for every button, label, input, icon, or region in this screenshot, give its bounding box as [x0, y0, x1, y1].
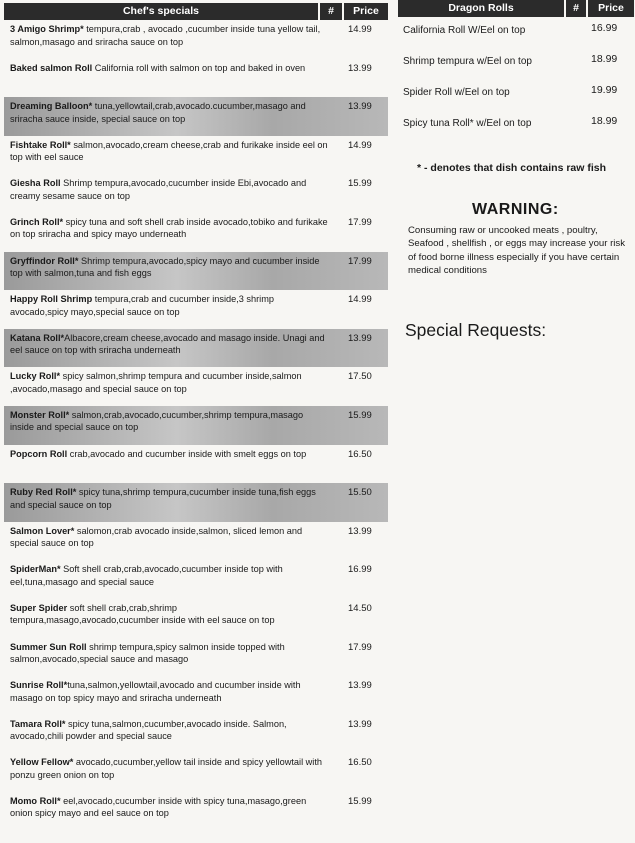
menu-item-price: 16.50: [348, 448, 372, 460]
menu-item-row: [4, 560, 388, 599]
dragon-roll-row: [398, 48, 634, 79]
menu-item-row: [4, 174, 388, 213]
dragon-roll-price: 18.99: [591, 115, 618, 127]
menu-item-name: Ruby Red Roll*: [10, 487, 77, 498]
menu-item-description: [10, 62, 328, 75]
menu-item-row: [4, 367, 388, 406]
dragon-rolls-header: [398, 0, 634, 17]
menu-item-description: [10, 486, 328, 511]
menu-item-description: [10, 679, 328, 704]
chefs-specials-header: [4, 3, 388, 20]
menu-item-name: Baked salmon Roll: [10, 62, 93, 73]
menu-item-ingredients: Soft shell crab,crab,avocado,cucumber inside top with eel,tuna,masago and special sauce: [10, 564, 283, 587]
menu-item-ingredients: shrimp tempura,spicy salmon inside topped with salmon,avocado,special sauce and masago: [10, 641, 285, 664]
menu-item-row: [4, 59, 388, 98]
menu-item-description: [10, 139, 328, 164]
dragon-rolls-list: [398, 17, 634, 141]
raw-fish-note: * - denotes that dish contains raw fish: [417, 162, 607, 174]
menu-item-price: 14.99: [348, 294, 372, 306]
menu-item-ingredients: tuna,salmon,yellowtail,avocado and cucumber inside with masago on top spicy mayo and sriracha underneath: [10, 680, 301, 703]
dragon-roll-price: 19.99: [591, 84, 618, 96]
menu-item-price: 13.99: [348, 101, 372, 113]
header-number: #: [564, 0, 588, 17]
menu-item-row: [4, 290, 388, 329]
menu-item-ingredients: tempura,crab , avocado ,cucumber inside tuna yellow tail, salmon,masago and sriracha sauce on top: [10, 24, 321, 47]
menu-item-name: Katana Roll*: [10, 332, 65, 343]
menu-item-price: 17.99: [348, 216, 372, 228]
menu-item-name: Super Spider: [10, 602, 68, 613]
warning-text: Consuming raw or uncooked meats , poultry, Seafood , shellfish , or eggs may increase your risk of food borne illness especially if you have certain medical conditions: [408, 225, 626, 276]
dragon-roll-row: [398, 110, 634, 141]
menu-item-name: Sunrise Roll*: [10, 680, 68, 691]
menu-item-name: Summer Sun Roll: [10, 641, 87, 652]
menu-item-description: [10, 602, 328, 627]
menu-item-description: [10, 370, 328, 395]
dragon-roll-row: [398, 17, 634, 48]
warning-title: WARNING:: [472, 201, 559, 218]
menu-item-ingredients: crab,avocado and cucumber inside with smelt eggs on top: [67, 448, 307, 459]
menu-item-description: [10, 795, 328, 820]
menu-item-ingredients: eel,avocado,cucumber inside with spicy tuna,masago,green onion spicy mayo and eel sauce on top: [10, 795, 307, 819]
menu-item-price: 17.99: [348, 641, 372, 653]
menu-item-ingredients: Shrimp tempura,avocado,spicy mayo and cucumber inside top with salmon,tuna and fish eggs: [10, 255, 320, 279]
menu-item-description: [10, 216, 328, 241]
chefs-specials-list: [4, 20, 388, 830]
menu-item-description: [10, 409, 328, 434]
menu-item-description: [10, 525, 328, 550]
dragon-roll-name: Spicy tuna Roll* w/Eel on top: [403, 118, 532, 129]
menu-item-name: Popcorn Roll: [10, 448, 68, 459]
dragon-roll-name: Shrimp tempura w/Eel on top: [403, 56, 532, 67]
menu-item-price: 13.99: [348, 680, 372, 692]
menu-item-ingredients: salmon,crab,avocado,cucumber,shrimp tempura,masago inside and special sauce on top: [10, 409, 304, 433]
chefs-specials-table: [4, 3, 388, 830]
menu-item-description: [10, 332, 328, 357]
menu-item-name: 3 Amigo Shrimp*: [10, 24, 84, 34]
menu-item-ingredients: California roll with salmon on top and baked in oven: [92, 62, 306, 73]
menu-item-row: [4, 136, 388, 175]
special-requests-heading: Special Requests:: [405, 320, 547, 340]
menu-item-ingredients: Shrimp tempura,avocado,cucumber inside Ebi,avocado and creamy sesame sauce on top: [10, 178, 307, 201]
menu-item-row: [4, 20, 388, 59]
menu-item-price: 13.99: [348, 718, 372, 730]
menu-item-name: Giesha Roll: [10, 178, 61, 189]
menu-item-name: Dreaming Balloon*: [10, 101, 93, 112]
menu-item-description: [10, 756, 328, 781]
menu-item-description: [10, 563, 328, 588]
menu-item-description: [10, 255, 328, 280]
menu-item-row: [4, 599, 388, 638]
menu-item-ingredients: salmon,avocado,cream cheese,crab and furikake inside eel on top with eel sauce: [10, 139, 328, 163]
menu-item-ingredients: tempura,crab and cucumber inside,3 shrimp avocado,spicy mayo,special sauce on top: [10, 294, 274, 317]
menu-item-description: [10, 641, 328, 666]
dragon-roll-row: [398, 79, 634, 110]
menu-item-description: [10, 448, 328, 461]
menu-item-row: [4, 213, 388, 252]
menu-item-price: 14.99: [348, 139, 372, 151]
menu-item-price: 15.99: [348, 795, 372, 807]
menu-item-ingredients: spicy tuna,salmon,cucumber,avocado inside. Salmon, avocado,chili powder and special sauce: [10, 718, 287, 742]
menu-item-row: [4, 715, 388, 754]
menu-item-ingredients: spicy salmon,shrimp tempura and cucumber inside,salmon ,avocado,masago and special sauce on top: [10, 371, 302, 394]
header-price: Price: [598, 2, 624, 14]
menu-item-row: [4, 522, 388, 561]
dragon-roll-price: 16.99: [591, 22, 618, 34]
menu-item-row: [4, 97, 388, 136]
menu-item-row: [4, 676, 388, 715]
menu-item-ingredients: avocado,cucumber,yellow tail inside and spicy yellowtail with ponzu green onion on top: [10, 757, 323, 780]
menu-item-name: SpiderMan*: [10, 564, 61, 575]
menu-item-price: 13.99: [348, 332, 372, 344]
menu-item-name: Tamara Roll*: [10, 718, 66, 729]
menu-item-name: Fishtake Roll*: [10, 139, 71, 150]
menu-item-row: [4, 483, 388, 522]
menu-item-description: [10, 293, 328, 318]
dragon-rolls-table: [398, 0, 634, 141]
menu-item-name: Lucky Roll*: [10, 371, 61, 382]
menu-item-name: Salmon Lover*: [10, 525, 75, 536]
menu-item-price: 16.50: [348, 757, 372, 769]
menu-item-ingredients: Albacore,cream cheese,avocado and masago inside. Unagi and eel sauce on top with sriracha underneath: [10, 332, 325, 356]
header-name: Chef's specials: [122, 5, 200, 17]
menu-item-row: [4, 792, 388, 831]
menu-item-row: [4, 406, 388, 445]
menu-item-name: Yellow Fellow*: [10, 757, 74, 768]
menu-item-price: 17.99: [348, 255, 372, 267]
menu-item-name: Monster Roll*: [10, 409, 70, 420]
menu-item-ingredients: soft shell crab,crab,shrimp tempura,masago,avocado,cucumber inside with eel sauce on top: [10, 602, 275, 626]
menu-item-description: [10, 23, 328, 48]
menu-item-price: 17.50: [348, 371, 372, 383]
menu-item-price: 16.99: [348, 564, 372, 576]
header-number: #: [318, 3, 344, 20]
menu-item-row: [4, 252, 388, 291]
menu-item-price: 15.50: [348, 487, 372, 499]
menu-item-description: [10, 100, 328, 125]
menu-item-description: [10, 177, 328, 202]
menu-item-ingredients: tuna,yellowtail,crab,avocado.cucumber,masago and sriracha sauce inside, special sauce on top: [10, 101, 306, 124]
dragon-roll-price: 18.99: [591, 53, 618, 65]
menu-item-row: [4, 638, 388, 677]
header-price: Price: [353, 5, 379, 17]
menu-item-price: 13.99: [348, 62, 372, 74]
menu-item-description: [10, 718, 328, 743]
menu-item-name: Happy Roll Shrimp: [10, 294, 93, 305]
menu-item-name: Momo Roll*: [10, 795, 61, 806]
menu-item-row: [4, 329, 388, 368]
menu-item-price: 13.99: [348, 525, 372, 537]
menu-item-ingredients: salomon,crab avocado inside,salmon, sliced lemon and special sauce on top: [10, 525, 303, 549]
menu-item-ingredients: spicy tuna and soft shell crab inside avocado,tobiko and furikake on top sriracha and spicy mayo underneath: [10, 216, 328, 240]
menu-item-row: [4, 445, 388, 484]
menu-item-name: Gryffindor Roll*: [10, 255, 79, 266]
menu-item-name: Grinch Roll*: [10, 216, 64, 227]
dragon-roll-name: Spider Roll w/Eel on top: [403, 87, 510, 98]
menu-item-price: 15.99: [348, 409, 372, 421]
menu-item-price: 15.99: [348, 178, 372, 190]
header-name: Dragon Rolls: [448, 2, 514, 14]
dragon-roll-name: California Roll W/Eel on top: [403, 25, 526, 36]
menu-item-row: [4, 753, 388, 792]
menu-item-price: 14.99: [348, 24, 372, 35]
menu-item-price: 14.50: [348, 602, 372, 614]
menu-item-ingredients: spicy tuna,shrimp tempura,cucumber inside tuna,fish eggs and special sauce on top: [10, 487, 316, 510]
